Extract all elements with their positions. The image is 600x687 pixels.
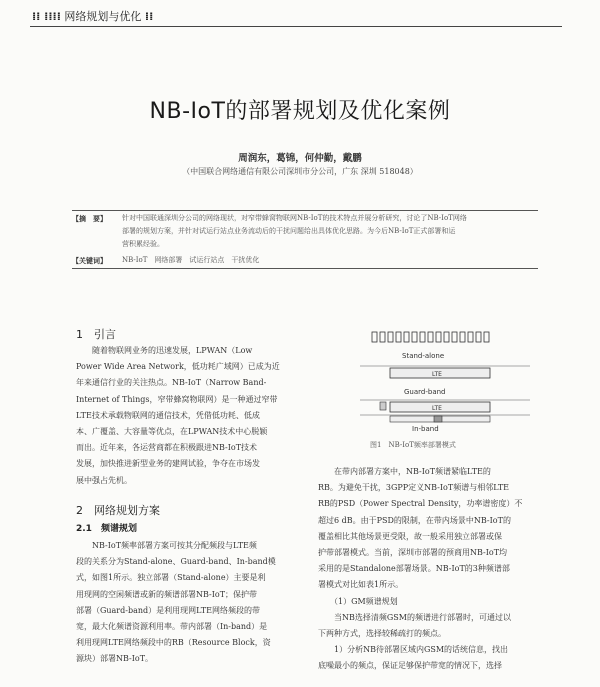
section-2-heading: 2 网络规划方案 — [76, 504, 160, 517]
section-1-body — [76, 343, 298, 489]
body-line: 超过6 dB。由于PSD的限制，在带内场景中NB-IoT的 — [318, 515, 511, 525]
body-line: 部署（Guard-band）是利用现网LTE网络频段的带 — [76, 605, 260, 615]
body-line: 年来通信行业的关注热点。NB-IoT（Narrow Band- — [76, 378, 267, 388]
body-line: Power Wide Area Network，低功耗广域网）已成为近 — [76, 362, 280, 372]
keywords — [72, 254, 538, 267]
running-header — [32, 8, 153, 24]
body-line: 利用现网LTE网络频段中的RB（Resource Block，资 — [76, 638, 271, 648]
body-line: 宽，最大化频谱资源利用率。带内部署（In-band）是 — [76, 622, 268, 632]
abstract-text — [122, 212, 538, 251]
body-line: 底噪最小的频点，保证足够保护带宽的情况下，选择 — [318, 661, 502, 671]
section-2-1-body — [76, 538, 298, 668]
label-stand-alone: Stand-alone — [402, 352, 445, 360]
body-line: 展中强占先机。 — [76, 475, 132, 485]
body-line: 本、广覆盖、大容量等优点，在LPWAN技术中心脱颖 — [76, 427, 268, 437]
body-line: 覆盖相比其他场景更受限，故一般采用独立部署或保 — [318, 531, 502, 541]
body-line: 当NB选择清频GSM的频谱进行部署时，可通过以 — [318, 612, 511, 622]
label-lte-1: LTE — [432, 371, 442, 378]
abstract-line: 针对中国联通深圳分公司的网络现状，对窄带蜂窝物联网NB-IoT的技术特点并展分析研究，讨论了NB-IoT网络 — [122, 214, 467, 222]
body-line: 1）分析NB待部署区域内GSM的话统信息，找出 — [318, 645, 509, 655]
body-line: 下两种方式，选择较稀疏打的频点。 — [318, 629, 446, 639]
body-line: 而出。近年来，各运营商都在积极跟进NB-IoT技术 — [76, 443, 258, 453]
keywords-text: NB-IoT 网络部署 试运行站点 干扰优化 — [122, 256, 260, 264]
abstract — [72, 212, 538, 251]
header-ornament-end: ⁞⁞ — [144, 10, 154, 23]
section-1-heading: 1 引言 — [76, 328, 116, 341]
in-band-nb-block — [434, 416, 442, 422]
body-line: 随着物联网业务的迅速发展，LPWAN（Low — [76, 346, 253, 355]
abstract-bottom-rule — [72, 268, 538, 269]
body-line: 在带内部署方案中，NB-IoT频谱紧临LTE的 — [318, 467, 491, 476]
body-line: 发展，加快推进新型业务的建网试验，争夺在市场发 — [76, 459, 260, 469]
ruler-ticks — [372, 332, 489, 342]
body-line: LTE技术承载物联网的通信技术，凭借低功耗、低成 — [76, 410, 260, 420]
body-line: Internet of Things，窄带蜂窝物联网）是一种通过窄带 — [76, 394, 278, 404]
abstract-top-rule — [72, 210, 538, 211]
abstract-line: 部署的规划方案，并针对试运行站点业务流动后的干扰问题给出具体优化思路。为今后NB-IoT正式部署和运 — [122, 227, 456, 235]
body-line: 护带部署模式。当前，深圳市部署的预商用NB-IoT均 — [318, 548, 508, 558]
figure-caption: 图1 NB-IoT频率部署模式 — [370, 441, 456, 449]
body-line: RB的PSD（Power Spectral Density，功率谱密度）不 — [318, 499, 523, 509]
article-title: NB-IoT的部署规划及优化案例 — [149, 99, 451, 124]
body-line: 用现网的空闲频谱或新的频谱部署NB-IoT；保护带 — [76, 589, 258, 599]
header-rule — [30, 26, 562, 27]
authors: 周润东，葛锦，何仲勤，戴鹏 — [238, 153, 362, 164]
header-section-name: 网络规划与优化 — [64, 10, 142, 23]
label-in-band: In-band — [412, 425, 439, 433]
label-guard-band: Guard-band — [404, 388, 446, 396]
body-line: 署模式对比如表1所示。 — [318, 580, 404, 590]
affiliation: （中国联合网络通信有限公司深圳市分公司，广东 深圳 518048） — [182, 167, 418, 176]
body-line: 段的关系分为Stand-alone、Guard-band、In-band模 — [76, 557, 276, 567]
label-lte-2: LTE — [432, 405, 442, 412]
abstract-line: 营积累经验。 — [122, 240, 164, 248]
body-line: NB-IoT频率部署方案可按其分配频段与LTE频 — [76, 541, 257, 550]
header-ornament: ⁞⁞ ⁞⁞⁞⁞ — [32, 10, 61, 23]
body-line: 式，如图1所示。独立部署（Stand-alone）主要是利 — [76, 573, 266, 583]
body-line: 采用的是Standalone部署场景。NB-IoT的3种频谱部 — [318, 564, 510, 574]
section-2-1-heading: 2.1 频谱规划 — [76, 524, 137, 534]
body-line: （1）GM频谱规划 — [318, 596, 398, 606]
abstract-label: 【摘 要】 — [72, 214, 107, 223]
body-line: 源块）部署NB-IoT。 — [76, 654, 154, 664]
keywords-label: 【关键词】 — [72, 256, 107, 265]
right-column-body — [318, 464, 558, 675]
guard-block — [380, 402, 386, 410]
body-line: RB。为避免干扰，3GPP定义NB-IoT频谱与相邻LTE — [318, 483, 510, 493]
frequency-deployment-figure — [350, 328, 550, 448]
